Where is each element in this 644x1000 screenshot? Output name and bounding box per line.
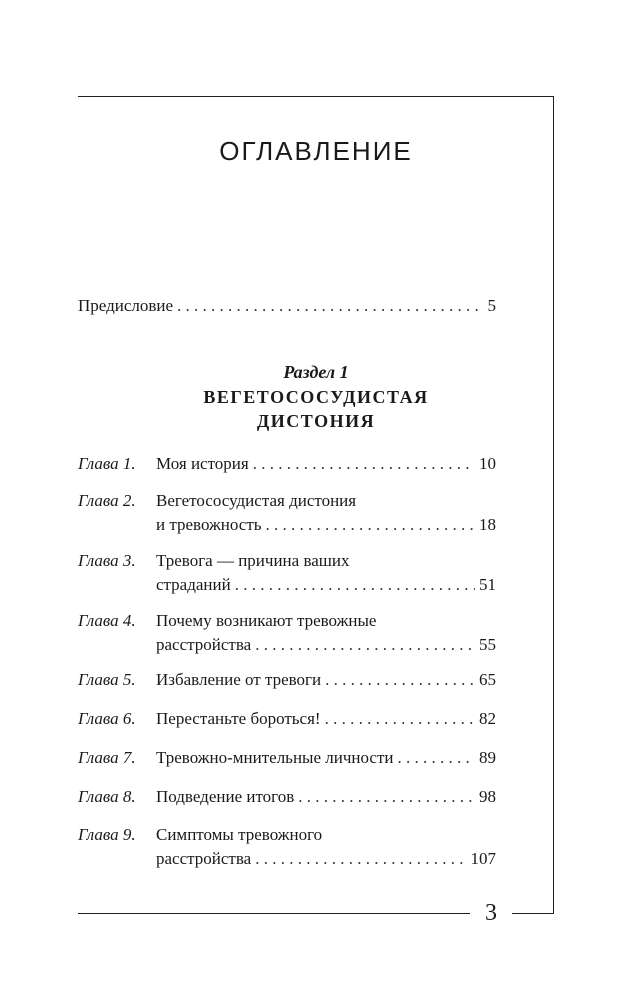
- toc-entry-label: Предисловие: [78, 296, 174, 315]
- toc-entry-page: 10: [479, 454, 496, 473]
- toc-entry-chapter-8[interactable]: [156, 785, 496, 809]
- chapter-keyword: Глава 4.: [78, 611, 136, 630]
- toc-entry-chapter-4[interactable]: [156, 609, 496, 657]
- chapter-keyword: Глава 3.: [78, 551, 136, 570]
- leader-dots: [397, 746, 475, 770]
- chapter-keyword: Глава 2.: [78, 491, 136, 510]
- toc-entry-label: Избавление от тревоги: [156, 670, 322, 689]
- toc-entry-page: 107: [470, 849, 496, 868]
- toc-entry-page: 5: [487, 296, 496, 315]
- section-title-line2: ДИСТОНИЯ: [256, 411, 376, 431]
- toc-entry-preface[interactable]: [78, 294, 496, 318]
- toc-entry-label: Подведение итогов: [156, 787, 295, 806]
- section-label: Раздел 1: [283, 362, 349, 382]
- leader-dots: [235, 573, 475, 597]
- section-title-line1: ВЕГЕТОСОСУДИСТАЯ: [203, 387, 429, 407]
- toc-entry-chapter-5[interactable]: [156, 668, 496, 692]
- chapter-keyword: Глава 7.: [78, 748, 136, 767]
- toc-entry-chapter-6[interactable]: [156, 707, 496, 731]
- toc-entry-page: 98: [479, 787, 496, 806]
- frame-bottom-rule-left: [78, 913, 470, 914]
- chapter-keyword: Глава 6.: [78, 709, 136, 728]
- toc-entry-label: Моя история: [156, 454, 249, 473]
- toc-entry-chapter-2[interactable]: [156, 489, 496, 537]
- toc-entry-label: Почему возникают тревожные: [156, 611, 377, 630]
- toc-entry-page: 89: [479, 748, 496, 767]
- leader-dots: [325, 668, 475, 692]
- toc-entry-label: Перестаньте бороться!: [156, 709, 321, 728]
- leader-dots: [325, 707, 475, 731]
- toc-entry-chapter-3[interactable]: [156, 549, 496, 597]
- frame-right-rule: [553, 96, 554, 914]
- page-title: ОГЛАВЛЕНИЕ: [219, 136, 413, 166]
- leader-dots: [298, 785, 475, 809]
- toc-entry-label: Симптомы тревожного: [156, 825, 323, 844]
- toc-entry-label-cont: и тревожность: [156, 515, 262, 534]
- toc-entry-page: 51: [479, 575, 496, 594]
- toc-entry-label: Вегетососудистая дистония: [156, 491, 357, 510]
- chapter-keyword: Глава 1.: [78, 454, 136, 473]
- leader-dots: [255, 633, 475, 657]
- toc-entry-chapter-9[interactable]: [156, 823, 496, 871]
- toc-entry-page: 65: [479, 670, 496, 689]
- frame-top-rule: [78, 96, 554, 97]
- toc-entry-label-cont: страданий: [156, 575, 231, 594]
- toc-entry-label-cont: расстройства: [156, 635, 252, 654]
- toc-entry-chapter-1[interactable]: [156, 452, 496, 476]
- toc-entry-page: 82: [479, 709, 496, 728]
- leader-dots: [253, 452, 475, 476]
- leader-dots: [266, 513, 475, 537]
- toc-entry-label-cont: расстройства: [156, 849, 252, 868]
- chapter-keyword: Глава 5.: [78, 670, 136, 689]
- toc-entry-page: 18: [479, 515, 496, 534]
- toc-entry-chapter-7[interactable]: [156, 746, 496, 770]
- toc-entry-page: 55: [479, 635, 496, 654]
- toc-entry-label: Тревога — причина ваших: [156, 551, 350, 570]
- leader-dots: [177, 294, 483, 318]
- page-number: 3: [485, 900, 497, 926]
- leader-dots: [255, 847, 466, 871]
- chapter-keyword: Глава 9.: [78, 825, 136, 844]
- frame-bottom-rule-right: [512, 913, 554, 914]
- toc-entry-label: Тревожно-мнительные личности: [156, 748, 394, 767]
- chapter-keyword: Глава 8.: [78, 787, 136, 806]
